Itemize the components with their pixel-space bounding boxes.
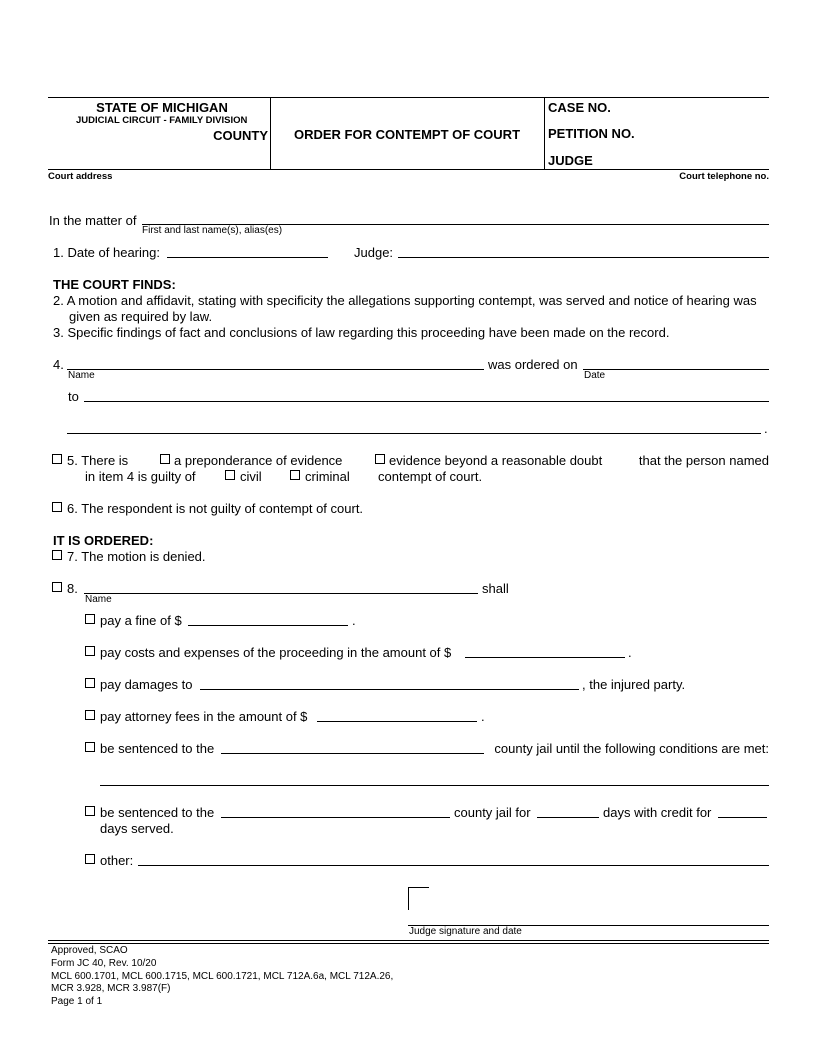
sentenced-conditions-end: county jail until the following conditions are met: <box>494 741 769 756</box>
beyond-doubt-label: evidence beyond a reasonable doubt <box>389 453 603 468</box>
attorney-label: pay attorney fees in the amount of $ <box>100 709 308 724</box>
civil-label: civil <box>240 469 262 484</box>
sentenced-days-line2: days served. <box>100 821 174 836</box>
preponderance-label: a preponderance of evidence <box>174 453 343 468</box>
item4-date-label: Date <box>584 370 606 381</box>
petition-no-label: PETITION NO. <box>548 126 635 141</box>
sentenced-conditions-label: be sentenced to the <box>100 741 215 756</box>
matter-sublabel: First and last name(s), alias(es) <box>142 225 283 236</box>
hearing-judge-field[interactable] <box>398 257 769 258</box>
attorney-period: . <box>481 709 485 724</box>
item5-text-c: in item 4 is guilty of <box>85 469 196 484</box>
sentenced-conditions-field[interactable] <box>100 785 769 786</box>
item2-line2: given as required by law. <box>69 309 213 324</box>
sentenced-days-label: be sentenced to the <box>100 805 215 820</box>
sentenced-days-field[interactable] <box>537 817 599 818</box>
item4-date-field[interactable] <box>583 369 769 370</box>
footer-line5: Page 1 of 1 <box>51 996 103 1008</box>
item6-checkbox[interactable] <box>52 502 62 512</box>
civil-checkbox[interactable] <box>225 470 235 480</box>
item2-line1: 2. A motion and affidavit, stating with specificity the allegations supporting contempt, was served and notice of hearing was <box>53 293 757 308</box>
item6-text: 6. The respondent is not guilty of contempt of court. <box>67 501 364 516</box>
fine-period: . <box>352 613 356 628</box>
item8-name-field[interactable] <box>84 593 478 594</box>
item5-checkbox[interactable] <box>52 454 62 464</box>
seal-corner-mark <box>408 887 429 910</box>
footer-line4: MCR 3.928, MCR 3.987(F) <box>51 983 171 995</box>
beyond-doubt-checkbox[interactable] <box>375 454 385 464</box>
fine-amount-field[interactable] <box>188 625 348 626</box>
footer-line2: Form JC 40, Rev. 10/20 <box>51 957 157 969</box>
costs-period: . <box>628 645 632 660</box>
judicial-circuit-label: JUDICIAL CIRCUIT - FAMILY DIVISION <box>76 115 248 126</box>
item7-checkbox[interactable] <box>52 550 62 560</box>
sentenced-days-credit: days with credit for <box>603 805 712 820</box>
damages-checkbox[interactable] <box>85 678 95 688</box>
damages-label: pay damages to <box>100 677 193 692</box>
court-finds-heading: THE COURT FINDS: <box>53 277 176 292</box>
state-of-michigan: STATE OF MICHIGAN <box>96 100 228 115</box>
costs-label: pay costs and expenses of the proceeding in the amount of $ <box>100 645 452 660</box>
criminal-label: criminal <box>305 469 350 484</box>
item4-name-field[interactable] <box>67 369 484 370</box>
judge-label: JUDGE <box>548 153 593 168</box>
footer <box>51 945 393 1009</box>
other-label: other: <box>100 853 134 868</box>
damages-end: , the injured party. <box>582 677 686 692</box>
sentenced-conditions-checkbox[interactable] <box>85 742 95 752</box>
item8-shall: shall <box>482 581 509 596</box>
criminal-checkbox[interactable] <box>290 470 300 480</box>
damages-party-field[interactable] <box>200 689 579 690</box>
county-label: COUNTY <box>213 128 268 143</box>
item5-text-a: 5. There is <box>67 453 129 468</box>
item4-to-field-2[interactable] <box>67 433 761 434</box>
item5-text-d: contempt of court. <box>378 469 483 484</box>
item4-num: 4. <box>53 357 64 372</box>
item4-name-label: Name <box>68 370 95 381</box>
item8-num: 8. <box>67 581 78 596</box>
footer-line3: MCL 600.1701, MCL 600.1715, MCL 600.1721, MCL 712A.6a, MCL 712A.26, <box>51 970 394 982</box>
signature-label: Judge signature and date <box>409 926 522 937</box>
item1-judge-label: Judge: <box>354 245 394 260</box>
sentenced-days-county-field[interactable] <box>221 817 450 818</box>
other-field[interactable] <box>138 865 769 866</box>
item5-text-b: that the person named <box>638 453 769 468</box>
item4-to-label: to <box>68 389 79 404</box>
fine-label: pay a fine of $ <box>100 613 182 628</box>
hearing-date-field[interactable] <box>167 257 328 258</box>
item4-to-field[interactable] <box>84 401 769 402</box>
item1-label: 1. Date of hearing: <box>53 245 160 260</box>
footer-line1: Approved, SCAO <box>51 945 128 956</box>
sentenced-conditions-county-field[interactable] <box>221 753 484 754</box>
item4-was-ordered-on: was ordered on <box>488 357 578 372</box>
fine-checkbox[interactable] <box>85 614 95 624</box>
other-checkbox[interactable] <box>85 854 95 864</box>
item7-text: 7. The motion is denied. <box>67 549 206 564</box>
attorney-amount-field[interactable] <box>317 721 477 722</box>
item4-period: . <box>764 421 768 436</box>
matter-label: In the matter of <box>49 213 137 228</box>
sentenced-days-mid: county jail for <box>454 805 531 820</box>
attorney-checkbox[interactable] <box>85 710 95 720</box>
costs-amount-field[interactable] <box>465 657 625 658</box>
sentenced-days-checkbox[interactable] <box>85 806 95 816</box>
item3-text: 3. Specific findings of fact and conclusions of law regarding this proceeding have been made on the record. <box>53 325 670 340</box>
costs-checkbox[interactable] <box>85 646 95 656</box>
item8-name-label: Name <box>85 594 112 605</box>
preponderance-checkbox[interactable] <box>160 454 170 464</box>
ordered-heading: IT IS ORDERED: <box>53 533 154 548</box>
court-address-label: Court address <box>48 171 113 182</box>
court-phone-label: Court telephone no. <box>679 171 769 182</box>
item8-checkbox[interactable] <box>52 582 62 592</box>
credit-days-field[interactable] <box>718 817 767 818</box>
case-no-label: CASE NO. <box>548 100 611 115</box>
form-title: ORDER FOR CONTEMPT OF COURT <box>293 127 521 142</box>
